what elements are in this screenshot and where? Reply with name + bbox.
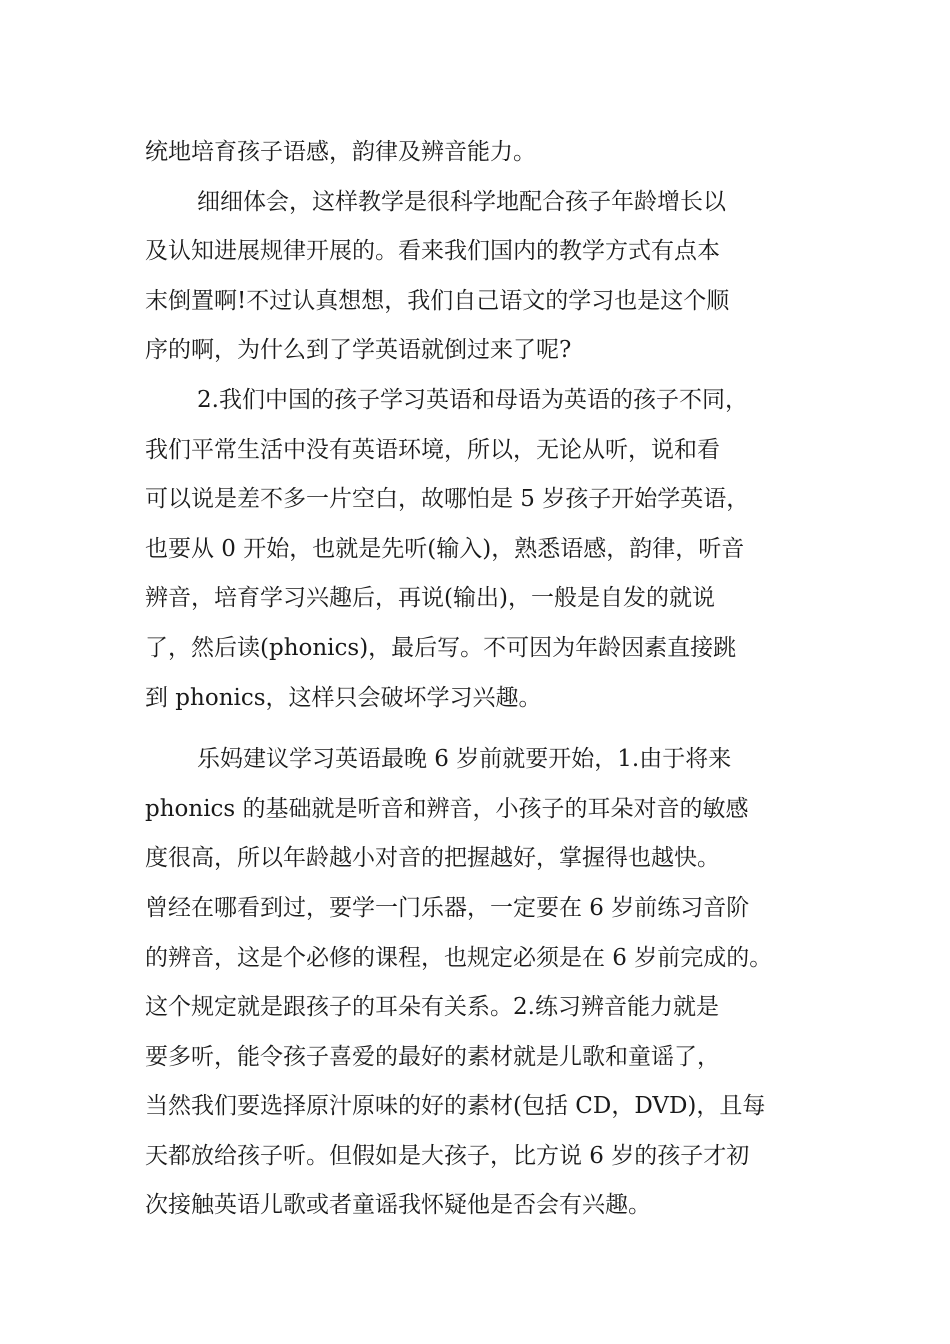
text-line: 可以说是差不多一片空白，故哪怕是 5 岁孩子开始学英语， (145, 486, 750, 513)
text-line: 次接触英语儿歌或者童谣我怀疑他是否会有兴趣。 (145, 1192, 651, 1219)
text-line: 统地培育孩子语感，韵律及辨音能力。 (145, 139, 536, 165)
text-line: 及认知进展规律开展的。看来我们国内的教学方式有点本 (145, 238, 720, 265)
document-body (145, 128, 825, 1231)
text-line: 曾经在哪看到过，要学一门乐器，一定要在 6 岁前练习音阶 (145, 894, 750, 921)
text-line: 的辨音，这是个必修的课程，也规定必须是在 6 岁前完成的。 (145, 944, 773, 971)
text-line: 天都放给孩子听。但假如是大孩子，比方说 6 岁的孩子才初 (145, 1142, 750, 1169)
paragraph-start-line: 细细体会，这样教学是很科学地配合孩子年龄增长以 (197, 188, 726, 215)
text-line: 序的啊，为什么到了学英语就倒过来了呢? (145, 337, 572, 364)
paragraph-start-line: 乐妈建议学习英语最晚 6 岁前就要开始，1.由于将来 (197, 746, 732, 773)
text-line: 这个规定就是跟孩子的耳朵有关系。2.练习辨音能力就是 (145, 994, 719, 1021)
text-line: 了，然后读(phonics)，最后写。不可因为年龄因素直接跳 (145, 634, 737, 661)
text-line: 末倒置啊!不过认真想想，我们自己语文的学习也是这个顺 (145, 287, 730, 314)
text-line: 我们平常生活中没有英语环境，所以，无论从听，说和看 (145, 436, 720, 463)
text-line: 到 phonics，这样只会破坏学习兴趣。 (145, 684, 542, 711)
text-line: 要多听，能令孩子喜爱的最好的素材就是儿歌和童谣了， (145, 1043, 720, 1070)
text-line: 也要从 0 开始，也就是先听(输入)，熟悉语感，韵律，听音 (145, 535, 745, 562)
paragraph-start-line: 2.我们中国的孩子学习英语和母语为英语的孩子不同， (197, 386, 748, 413)
text-line: 度很高，所以年龄越小对音的把握越好，掌握得也越快。 (145, 845, 720, 872)
text-line: phonics 的基础就是听音和辨音，小孩子的耳朵对音的敏感 (145, 795, 749, 822)
text-line: 辨音，培育学习兴趣后，再说(输出)，一般是自发的就说 (145, 585, 715, 612)
text-line: 当然我们要选择原汁原味的好的素材(包括 CD，DVD)，且每 (145, 1093, 766, 1120)
